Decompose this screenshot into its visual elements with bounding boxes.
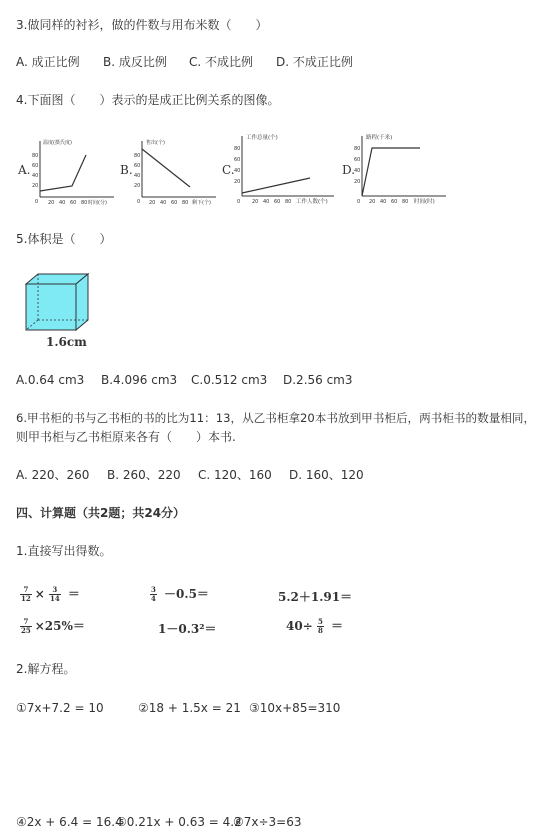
- calc1-expr-6: 40÷ $\frac{5}{8}$ ＝: [286, 617, 343, 635]
- calc1-expr-2: $\frac{3}{4}$ －0.5＝: [151, 585, 209, 603]
- q5-option-d: D.2.56 cm3: [283, 373, 353, 387]
- svg-text:80: 80: [354, 146, 361, 152]
- graph-d-letter: D.: [342, 163, 356, 177]
- graph-b-letter: B.: [120, 163, 133, 177]
- svg-text:20: 20: [32, 183, 39, 189]
- svg-text:40: 40: [234, 168, 241, 174]
- svg-text:80: 80: [32, 153, 39, 159]
- q6-option-a: A. 220、260: [16, 468, 90, 482]
- svg-text:20: 20: [354, 179, 361, 185]
- equation-1: ①7x+7.2 = 10: [16, 701, 104, 715]
- q6-option-c: C. 120、160: [198, 468, 272, 482]
- svg-text:60: 60: [171, 200, 178, 206]
- svg-text:20: 20: [134, 183, 141, 189]
- svg-text:60: 60: [354, 157, 361, 163]
- q5-option-a: A.0.64 cm3: [16, 373, 85, 387]
- svg-text:40: 40: [160, 200, 167, 206]
- cube-edge-label: 1.6cm: [46, 335, 87, 349]
- equation-6: ⑥7x÷3=63: [233, 815, 302, 829]
- q3-option-a: A. 成正比例: [16, 55, 80, 69]
- equation-2: ②18 + 1.5x = 21: [138, 701, 241, 715]
- q6-stem-line1: 6.甲书柜的书与乙书柜的书的比为11：13，从乙书柜拿20本书放到甲书柜后，两书柜书的数量相同，: [16, 411, 536, 425]
- graph-d: [352, 130, 452, 211]
- graph-c: [232, 130, 342, 211]
- calc1-expr-4: $\frac{7}{25}$ ×25%＝: [21, 617, 85, 635]
- svg-text:0: 0: [357, 199, 361, 205]
- svg-text:时间(分): 时间(分): [88, 200, 107, 206]
- graph-a-letter: A.: [18, 163, 31, 177]
- svg-text:20: 20: [48, 200, 55, 206]
- q6-option-b: B. 260、220: [107, 468, 181, 482]
- graph-a-ylabel: 温度(摄氏度): [43, 140, 72, 146]
- svg-text:0: 0: [35, 199, 39, 205]
- svg-text:60: 60: [234, 157, 241, 163]
- svg-text:80: 80: [134, 153, 141, 159]
- equation-4: ④2x + 6.4 = 16.4: [16, 815, 123, 829]
- calc1-stem: 1.直接写出得数。: [16, 544, 112, 558]
- graph-c-letter: C.: [222, 163, 235, 177]
- q3-option-d: D. 不成正比例: [276, 55, 353, 69]
- svg-text:40: 40: [380, 199, 387, 205]
- q6-option-d: D. 160、120: [289, 468, 364, 482]
- q5-stem: 5.体积是（ ）: [16, 232, 112, 246]
- svg-text:0: 0: [137, 199, 141, 205]
- equation-5: ⑤0.21x + 0.63 = 4.2: [116, 815, 242, 829]
- svg-text:80: 80: [402, 199, 409, 205]
- q4-stem: 4.下面图（ ）表示的是成正比例关系的图像。: [16, 93, 280, 107]
- q6-stem-line2: 则甲书柜与乙书柜原来各有（ ）本书.: [16, 430, 236, 444]
- svg-text:40: 40: [134, 173, 141, 179]
- svg-text:工作人数(个): 工作人数(个): [296, 199, 328, 205]
- svg-text:60: 60: [391, 199, 398, 205]
- svg-text:20: 20: [252, 199, 259, 205]
- svg-text:剩下(个): 剩下(个): [192, 200, 211, 206]
- svg-text:80: 80: [234, 146, 241, 152]
- svg-text:60: 60: [134, 163, 141, 169]
- q3-option-c: C. 不成比例: [189, 55, 254, 69]
- calc1-expr-5: 1－0.3²＝: [158, 622, 217, 636]
- q3-option-b: B. 成反比例: [103, 55, 167, 69]
- svg-text:40: 40: [59, 200, 66, 206]
- cube-figure: [22, 270, 98, 337]
- svg-text:时间(时): 时间(时): [414, 199, 435, 205]
- svg-text:40: 40: [354, 168, 361, 174]
- svg-text:60: 60: [274, 199, 281, 205]
- svg-text:60: 60: [32, 163, 39, 169]
- svg-text:0: 0: [237, 199, 241, 205]
- section-heading: 四、计算题（共2题；共24分）: [16, 506, 186, 520]
- svg-text:工作总量(个): 工作总量(个): [246, 135, 278, 141]
- q5-option-c: C.0.512 cm3: [191, 373, 268, 387]
- svg-text:20: 20: [149, 200, 156, 206]
- q5-option-b: B.4.096 cm3: [101, 373, 178, 387]
- svg-text:路程(千米): 路程(千米): [366, 135, 393, 141]
- svg-text:80: 80: [81, 200, 88, 206]
- equation-3: ③10x+85=310: [249, 701, 341, 715]
- graph-a: [30, 135, 120, 210]
- svg-text:40: 40: [263, 199, 270, 205]
- calc2-stem: 2.解方程。: [16, 662, 76, 676]
- graph-b: [132, 135, 222, 210]
- svg-text:20: 20: [234, 179, 241, 185]
- svg-text:40: 40: [32, 173, 39, 179]
- svg-text:80: 80: [182, 200, 189, 206]
- svg-text:60: 60: [70, 200, 77, 206]
- svg-text:80: 80: [285, 199, 292, 205]
- svg-text:售出(个): 售出(个): [146, 140, 165, 146]
- q3-stem: 3.做同样的衬衫，做的件数与用布米数（ ）: [16, 18, 268, 32]
- svg-text:20: 20: [369, 199, 376, 205]
- calc1-expr-3: 5.2＋1.91＝: [278, 590, 353, 604]
- calc1-expr-1: $\frac{7}{12}$ × $\frac{3}{14}$ ＝: [21, 585, 80, 603]
